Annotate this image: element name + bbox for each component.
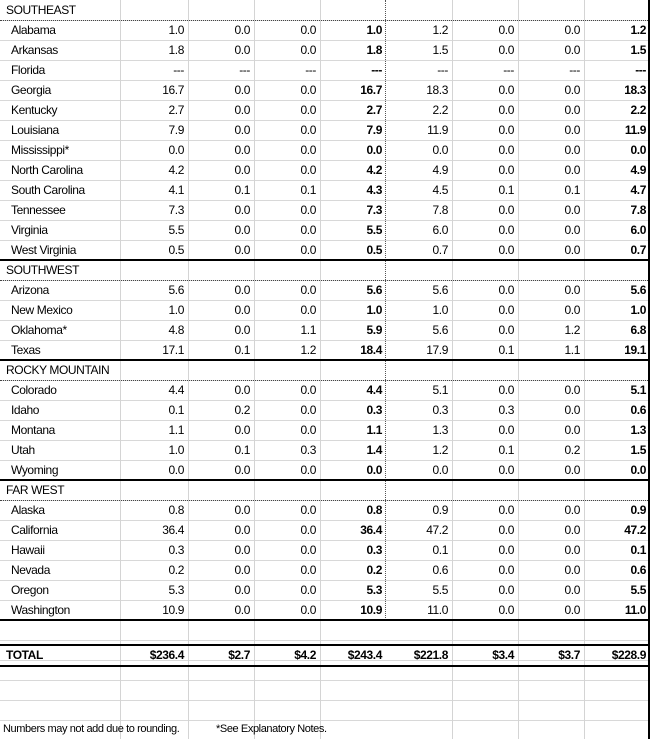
value-cell: 0.0 (630, 143, 646, 157)
state-name: Utah (11, 443, 35, 457)
state-row (0, 400, 650, 420)
value-cell: 1.3 (630, 423, 646, 437)
total-value: $3.7 (558, 648, 580, 662)
state-row (0, 460, 650, 480)
value-cell: 0.0 (564, 303, 580, 317)
value-cell: 2.2 (630, 103, 646, 117)
row-gridline (0, 680, 650, 681)
value-cell: 0.0 (564, 143, 580, 157)
value-cell: 0.1 (234, 343, 250, 357)
value-cell: 7.8 (432, 203, 448, 217)
value-cell: 0.0 (498, 503, 514, 517)
value-cell: 0.0 (234, 103, 250, 117)
value-cell: 0.1 (300, 183, 316, 197)
value-cell: 16.7 (162, 83, 184, 97)
value-cell: 0.0 (300, 463, 316, 477)
value-cell: 36.4 (360, 523, 382, 537)
value-cell: 17.9 (426, 343, 448, 357)
value-cell: 4.4 (366, 383, 382, 397)
state-name: Nevada (11, 563, 50, 577)
value-cell: 5.6 (432, 283, 448, 297)
value-cell: 0.0 (300, 523, 316, 537)
state-row (0, 140, 650, 160)
value-cell: 6.0 (432, 223, 448, 237)
value-cell: 0.0 (432, 463, 448, 477)
value-cell: 0.1 (168, 403, 184, 417)
value-cell: 0.0 (564, 203, 580, 217)
value-cell: 1.5 (630, 443, 646, 457)
state-row (0, 40, 650, 60)
value-cell: 0.1 (498, 183, 514, 197)
value-cell: 1.0 (630, 303, 646, 317)
state-row (0, 300, 650, 320)
value-cell: 0.0 (564, 83, 580, 97)
state-row (0, 600, 650, 620)
value-cell: 0.0 (564, 43, 580, 57)
value-cell: 0.0 (498, 143, 514, 157)
value-cell: 0.0 (498, 323, 514, 337)
value-cell: 0.3 (366, 403, 382, 417)
value-cell: 0.1 (498, 443, 514, 457)
value-cell: 0.0 (300, 383, 316, 397)
state-row (0, 180, 650, 200)
state-row (0, 500, 650, 520)
value-cell: 0.0 (432, 143, 448, 157)
value-cell: 0.0 (234, 143, 250, 157)
state-name: Florida (11, 63, 45, 77)
state-name: New Mexico (11, 303, 73, 317)
state-name: West Virginia (11, 243, 77, 257)
value-cell: 0.0 (498, 243, 514, 257)
state-name: Colorado (11, 383, 57, 397)
value-cell: 0.0 (564, 103, 580, 117)
value-cell: 0.0 (234, 563, 250, 577)
state-row (0, 340, 650, 360)
total-value: $221.8 (413, 648, 448, 662)
value-cell: 0.0 (234, 583, 250, 597)
value-cell: 0.0 (300, 243, 316, 257)
value-cell: 0.0 (300, 223, 316, 237)
value-cell: 2.7 (168, 103, 184, 117)
value-cell: 0.0 (498, 463, 514, 477)
value-cell: 0.6 (630, 563, 646, 577)
value-cell: 0.5 (366, 243, 382, 257)
value-cell: 0.0 (234, 503, 250, 517)
value-cell: 1.0 (366, 303, 382, 317)
total-value: $3.4 (492, 648, 514, 662)
value-cell: 0.0 (498, 223, 514, 237)
value-cell: 0.9 (630, 503, 646, 517)
value-cell: 4.2 (168, 163, 184, 177)
value-cell: 0.0 (498, 43, 514, 57)
value-cell: 0.0 (564, 603, 580, 617)
value-cell: 1.2 (630, 23, 646, 37)
value-cell: 0.0 (300, 403, 316, 417)
state-row (0, 220, 650, 240)
state-name: North Carolina (11, 163, 83, 177)
value-cell: 0.0 (498, 283, 514, 297)
total-value: $236.4 (149, 648, 184, 662)
value-cell: 11.0 (624, 603, 646, 617)
value-cell: 0.0 (366, 463, 382, 477)
value-cell: 17.1 (162, 343, 184, 357)
value-cell: 0.0 (498, 563, 514, 577)
region-header: FAR WEST (6, 483, 65, 497)
value-cell: 0.0 (234, 123, 250, 137)
explanatory-note: *See Explanatory Notes. (216, 723, 327, 735)
value-cell: 0.0 (300, 583, 316, 597)
value-cell: --- (239, 63, 250, 77)
value-cell: 4.4 (168, 383, 184, 397)
value-cell: 0.1 (234, 183, 250, 197)
state-row (0, 580, 650, 600)
value-cell: 2.2 (432, 103, 448, 117)
value-cell: 11.9 (624, 123, 646, 137)
value-cell: 0.0 (300, 163, 316, 177)
region-header-row (0, 260, 650, 280)
value-cell: 5.6 (432, 323, 448, 337)
state-name: Oregon (11, 583, 49, 597)
value-cell: 0.0 (564, 423, 580, 437)
state-name: Mississippi* (11, 143, 69, 157)
value-cell: 0.0 (300, 603, 316, 617)
value-cell: 0.0 (234, 203, 250, 217)
total-border-bottom (0, 665, 650, 667)
value-cell: 1.8 (168, 43, 184, 57)
value-cell: 0.1 (630, 543, 646, 557)
value-cell: 0.0 (498, 423, 514, 437)
state-name: Alaska (11, 503, 45, 517)
state-row (0, 60, 650, 80)
total-value: $228.9 (611, 648, 646, 662)
state-name: South Carolina (11, 183, 85, 197)
value-cell: 0.0 (564, 223, 580, 237)
value-cell: 5.1 (432, 383, 448, 397)
value-cell: 0.3 (498, 403, 514, 417)
value-cell: 1.1 (564, 343, 580, 357)
value-cell: 0.0 (168, 143, 184, 157)
state-row (0, 320, 650, 340)
value-cell: 0.0 (234, 223, 250, 237)
value-cell: 6.0 (630, 223, 646, 237)
value-cell: 0.0 (564, 283, 580, 297)
value-cell: 4.9 (630, 163, 646, 177)
value-cell: 7.9 (366, 123, 382, 137)
value-cell: 0.1 (564, 183, 580, 197)
value-cell: 47.2 (426, 523, 448, 537)
state-row (0, 80, 650, 100)
value-cell: 0.0 (498, 383, 514, 397)
value-cell: 5.5 (432, 583, 448, 597)
state-row (0, 540, 650, 560)
value-cell: 1.1 (168, 423, 184, 437)
value-cell: 5.5 (630, 583, 646, 597)
value-cell: 11.9 (427, 123, 448, 137)
value-cell: 16.7 (360, 83, 382, 97)
value-cell: 0.0 (234, 23, 250, 37)
state-row (0, 120, 650, 140)
value-cell: 0.0 (234, 523, 250, 537)
total-value: $4.2 (294, 648, 316, 662)
value-cell: 36.4 (162, 523, 184, 537)
state-name: Arizona (11, 283, 49, 297)
value-cell: 2.7 (366, 103, 382, 117)
value-cell: 0.0 (564, 463, 580, 477)
value-cell: 0.7 (630, 243, 646, 257)
region-header-row (0, 0, 650, 20)
value-cell: 4.7 (630, 183, 646, 197)
state-name: Alabama (11, 23, 56, 37)
value-cell: 5.6 (630, 283, 646, 297)
value-cell: 0.0 (564, 243, 580, 257)
value-cell: 0.0 (498, 303, 514, 317)
value-cell: 0.0 (234, 163, 250, 177)
region-header-row (0, 360, 650, 380)
value-cell: 0.0 (564, 163, 580, 177)
value-cell: --- (305, 63, 316, 77)
value-cell: 0.0 (498, 23, 514, 37)
value-cell: 0.0 (498, 603, 514, 617)
state-row (0, 280, 650, 300)
value-cell: --- (371, 63, 382, 77)
value-cell: 0.0 (300, 563, 316, 577)
state-name: Arkansas (11, 43, 58, 57)
value-cell: --- (635, 63, 646, 77)
value-cell: 5.6 (366, 283, 382, 297)
state-row (0, 380, 650, 400)
value-cell: 0.1 (432, 543, 448, 557)
value-cell: 5.6 (168, 283, 184, 297)
value-cell: 0.3 (366, 543, 382, 557)
value-cell: 1.1 (300, 323, 316, 337)
state-name: Oklahoma* (11, 323, 67, 337)
value-cell: 1.5 (432, 43, 448, 57)
value-cell: 0.0 (564, 123, 580, 137)
state-name: Georgia (11, 83, 51, 97)
value-cell: 0.0 (300, 43, 316, 57)
state-name: Kentucky (11, 103, 58, 117)
value-cell: 6.8 (630, 323, 646, 337)
state-name: Wyoming (11, 463, 59, 477)
value-cell: 0.0 (564, 383, 580, 397)
value-cell: 5.3 (366, 583, 382, 597)
value-cell: 7.3 (168, 203, 184, 217)
value-cell: 0.5 (168, 243, 184, 257)
value-cell: 0.2 (234, 403, 250, 417)
value-cell: 4.5 (432, 183, 448, 197)
value-cell: 7.9 (168, 123, 184, 137)
value-cell: 0.9 (432, 503, 448, 517)
value-cell: 1.5 (630, 43, 646, 57)
value-cell: 4.8 (168, 323, 184, 337)
value-cell: 1.2 (300, 343, 316, 357)
value-cell: 0.6 (630, 403, 646, 417)
value-cell: 4.2 (366, 163, 382, 177)
value-cell: 0.0 (564, 23, 580, 37)
value-cell: 0.0 (564, 523, 580, 537)
value-cell: 0.0 (300, 543, 316, 557)
value-cell: 1.2 (432, 23, 448, 37)
value-cell: 0.0 (498, 163, 514, 177)
total-row (0, 645, 650, 665)
value-cell: 0.0 (564, 543, 580, 557)
value-cell: 0.0 (234, 603, 250, 617)
value-cell: 0.0 (300, 203, 316, 217)
value-cell: 18.4 (360, 343, 382, 357)
value-cell: 4.3 (366, 183, 382, 197)
value-cell: 1.0 (168, 23, 184, 37)
value-cell: 0.0 (234, 463, 250, 477)
value-cell: 1.3 (432, 423, 448, 437)
state-row (0, 520, 650, 540)
value-cell: 5.1 (630, 383, 646, 397)
region-header: SOUTHWEST (6, 263, 80, 277)
value-cell: 0.0 (300, 503, 316, 517)
value-cell: 0.0 (498, 103, 514, 117)
value-cell: 19.1 (624, 343, 646, 357)
value-cell: 0.0 (234, 543, 250, 557)
value-cell: 4.9 (432, 163, 448, 177)
total-value: $243.4 (347, 648, 382, 662)
value-cell: 18.3 (426, 83, 448, 97)
state-name: California (11, 523, 58, 537)
value-cell: 0.0 (234, 243, 250, 257)
value-cell: 0.0 (564, 503, 580, 517)
value-cell: 0.1 (498, 343, 514, 357)
value-cell: 0.2 (564, 443, 580, 457)
value-cell: 1.2 (564, 323, 580, 337)
value-cell: 1.1 (366, 423, 382, 437)
value-cell: 0.0 (498, 543, 514, 557)
value-cell: 0.0 (300, 303, 316, 317)
value-cell: 5.5 (366, 223, 382, 237)
value-cell: 0.0 (234, 83, 250, 97)
total-value: $2.7 (228, 648, 250, 662)
value-cell: 10.9 (360, 603, 382, 617)
value-cell: 0.1 (234, 443, 250, 457)
region-header: ROCKY MOUNTAIN (6, 363, 110, 377)
value-cell: 1.0 (168, 303, 184, 317)
value-cell: 1.4 (366, 443, 382, 457)
value-cell: 5.3 (168, 583, 184, 597)
value-cell: 0.6 (432, 563, 448, 577)
state-row (0, 20, 650, 40)
state-row (0, 100, 650, 120)
value-cell: 1.8 (366, 43, 382, 57)
value-cell: 18.3 (624, 83, 646, 97)
state-name: Tennessee (11, 203, 66, 217)
value-cell: 0.3 (300, 443, 316, 457)
value-cell: 0.0 (234, 283, 250, 297)
value-cell: 0.0 (498, 123, 514, 137)
value-cell: 11.0 (427, 603, 448, 617)
value-cell: 0.7 (432, 243, 448, 257)
value-cell: 0.0 (300, 123, 316, 137)
value-cell: 0.0 (168, 463, 184, 477)
value-cell: 0.0 (234, 303, 250, 317)
value-cell: 0.0 (234, 323, 250, 337)
state-name: Hawaii (11, 543, 45, 557)
state-row (0, 240, 650, 260)
value-cell: 0.0 (564, 563, 580, 577)
region-header: SOUTHEAST (6, 3, 76, 17)
value-cell: 10.9 (162, 603, 184, 617)
state-row (0, 420, 650, 440)
state-row (0, 440, 650, 460)
total-label: TOTAL (6, 648, 43, 662)
state-name: Montana (11, 423, 55, 437)
value-cell: 0.0 (498, 83, 514, 97)
value-cell: 0.0 (498, 583, 514, 597)
state-name: Louisiana (11, 123, 59, 137)
value-cell: 0.0 (630, 463, 646, 477)
state-name: Texas (11, 343, 41, 357)
region-header-row (0, 480, 650, 500)
value-cell: 0.8 (168, 503, 184, 517)
value-cell: 1.2 (432, 443, 448, 457)
rounding-note: Numbers may not add due to rounding. (3, 723, 180, 735)
value-cell: 0.0 (300, 143, 316, 157)
value-cell: 0.0 (300, 283, 316, 297)
value-cell: 0.8 (366, 503, 382, 517)
value-cell: 1.0 (432, 303, 448, 317)
value-cell: 7.8 (630, 203, 646, 217)
value-cell: 0.0 (300, 83, 316, 97)
value-cell: --- (503, 63, 514, 77)
state-row (0, 200, 650, 220)
value-cell: 1.0 (168, 443, 184, 457)
value-cell: 7.3 (366, 203, 382, 217)
row-gridline (0, 640, 650, 641)
value-cell: 0.0 (300, 23, 316, 37)
value-cell: 0.0 (498, 203, 514, 217)
state-row (0, 160, 650, 180)
value-cell: 0.2 (366, 563, 382, 577)
value-cell: 0.3 (168, 543, 184, 557)
value-cell: 0.0 (366, 143, 382, 157)
value-cell: 0.0 (234, 383, 250, 397)
value-cell: 0.0 (234, 43, 250, 57)
value-cell: 0.0 (498, 523, 514, 537)
value-cell: 47.2 (624, 523, 646, 537)
value-cell: 0.2 (168, 563, 184, 577)
value-cell: --- (173, 63, 184, 77)
value-cell: 5.9 (366, 323, 382, 337)
state-row (0, 560, 650, 580)
value-cell: 1.0 (366, 23, 382, 37)
value-cell: 0.0 (300, 423, 316, 437)
row-gridline (0, 700, 650, 701)
value-cell: 5.5 (168, 223, 184, 237)
value-cell: 0.3 (432, 403, 448, 417)
value-cell: --- (569, 63, 580, 77)
state-name: Idaho (11, 403, 40, 417)
value-cell: 0.0 (234, 423, 250, 437)
value-cell: 0.0 (300, 103, 316, 117)
state-name: Washington (11, 603, 70, 617)
footer-notes (0, 719, 650, 739)
value-cell: 0.0 (564, 583, 580, 597)
value-cell: --- (437, 63, 448, 77)
value-cell: 0.0 (564, 403, 580, 417)
state-name: Virginia (11, 223, 48, 237)
value-cell: 4.1 (168, 183, 184, 197)
